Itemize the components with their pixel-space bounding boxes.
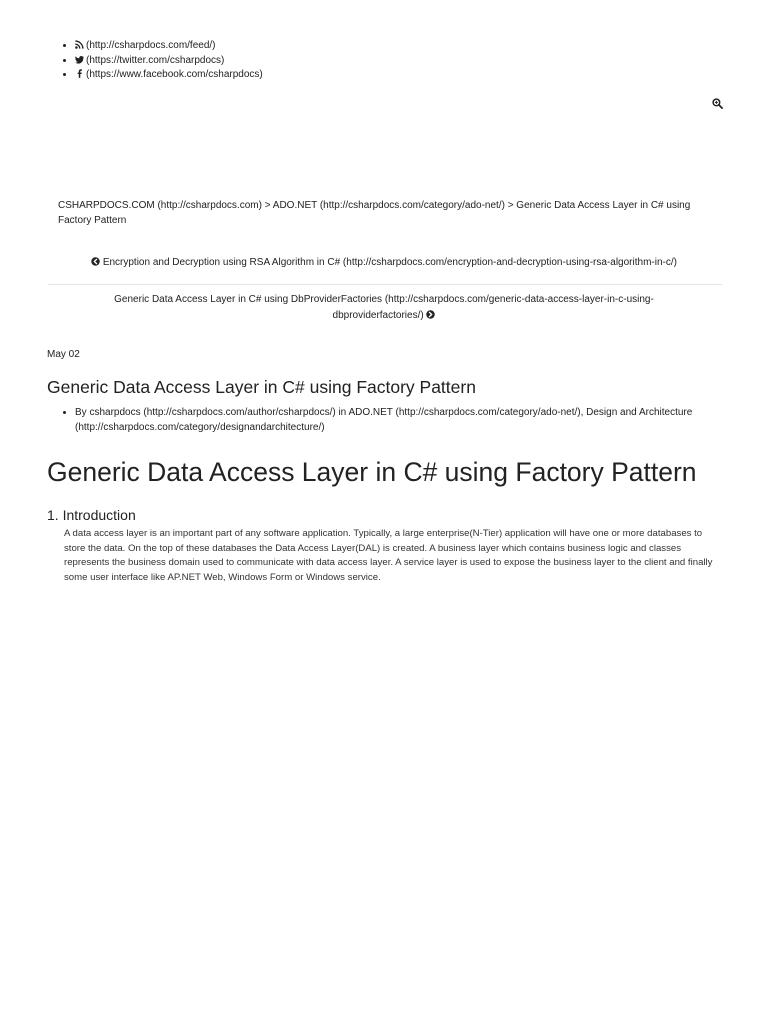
arrow-circle-left-icon — [91, 257, 100, 266]
introduction-paragraph: A data access layer is an important part of any software application. Typically, a large enterprise(N-Tier) application will have one or more databases to store the data. On the top of these databases the Data Access Layer(DAL) is created. A business layer which contains business logic and classes represents the business domain used to communicate with data access layer. A service layer is used to expose the business layer to the client and finally some user interface like AP.NET Web, Windows Form or Windows service. — [64, 528, 713, 583]
article-heading: Generic Data Access Layer in C# using Factory Pattern — [47, 457, 697, 487]
social-link-rss[interactable] — [75, 39, 263, 54]
social-links-list — [60, 39, 263, 83]
breadcrumb[interactable] — [58, 198, 718, 228]
rss-link[interactable]: (http://csharpdocs.com/feed/) — [86, 40, 216, 51]
next-post-link[interactable] — [96, 292, 672, 323]
post-meta-text[interactable]: • By csharpdocs (http://csharpdocs.com/author/csharpdocs/) in ADO.NET (http://csharpdocs.com/category/ado-net/), Design and Architecture (http://csharpdocs.com/category/designandarchitecture/) — [75, 405, 705, 435]
section-heading-introduction: 1. Introduction — [47, 507, 136, 523]
post-nav-divider — [48, 284, 722, 285]
twitter-link[interactable]: (https://twitter.com/csharpdocs) — [86, 54, 225, 66]
arrow-circle-right-icon — [426, 310, 435, 319]
twitter-icon — [75, 55, 84, 64]
post-meta — [60, 405, 705, 435]
social-link-facebook[interactable] — [75, 68, 263, 83]
facebook-icon — [75, 69, 84, 78]
breadcrumb-text[interactable]: CSHARPDOCS.COM (http://csharpdocs.com) > ADO.NET (http://csharpdocs.com/category/ado-net/) > Generic Data Access Layer in C# using Factory Pattern — [58, 200, 691, 226]
next-post-text[interactable]: Generic Data Access Layer in C# using DbProviderFactories (http://csharpdocs.com/generic-data-access-layer-in-c-using-dbproviderfactories/) — [114, 294, 654, 321]
social-link-twitter[interactable] — [75, 54, 263, 69]
previous-post-link[interactable] — [48, 255, 720, 270]
post-date: May 02 — [47, 349, 80, 360]
facebook-link[interactable]: (https://www.facebook.com/csharpdocs) — [86, 69, 263, 80]
previous-post-text[interactable]: Encryption and Decryption using RSA Algorithm in C# (http://csharpdocs.com/encryption-and-decryption-using-rsa-algorithm-in-c/) — [102, 257, 677, 268]
search-icon[interactable] — [712, 98, 723, 109]
rss-icon — [75, 40, 84, 49]
post-title: Generic Data Access Layer in C# using Factory Pattern — [47, 377, 476, 397]
